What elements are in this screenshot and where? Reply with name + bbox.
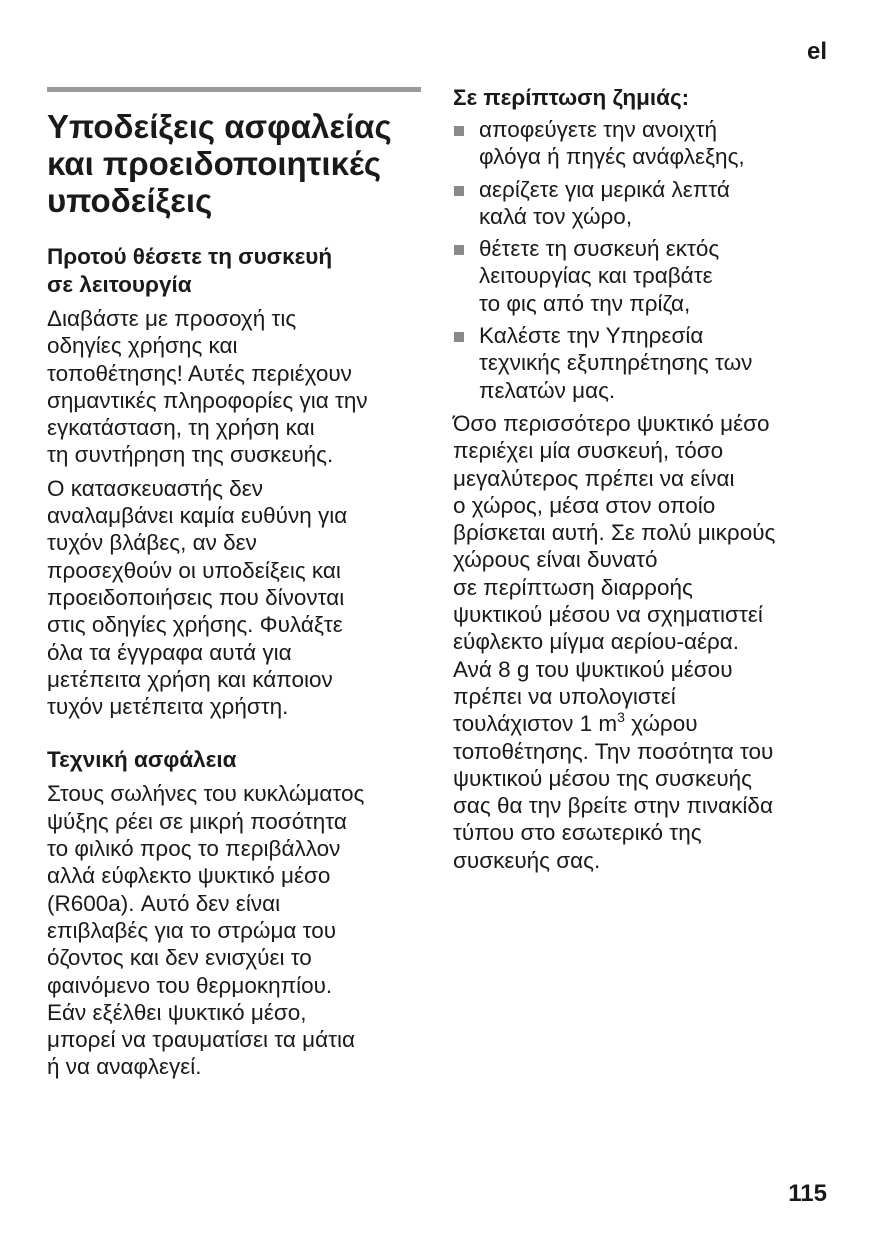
before-use-heading [47,243,421,299]
text-line: καλά τον χώρο, [479,203,633,229]
text-line: αποφεύγετε την ανοιχτή [479,117,717,142]
text-line: πρέπει να υπολογιστεί [453,683,676,709]
text-line: αλλά εύφλεκτο ψυκτικό μέσο [47,863,331,889]
text-line: το φις από την πρίζα, [479,290,691,316]
heading-line: σε λειτουργία [47,272,192,297]
page-number: 115 [788,1180,827,1207]
technical-safety-heading: Τεχνική ασφάλεια [47,747,237,773]
text-line: τοποθέτησης! Αυτές περιέχουν [47,360,352,386]
text-line: στις οδηγίες χρήσης. Φυλάξτε [47,612,343,638]
text-line: ψυκτικού μέσου της συσκευής [453,765,752,791]
text-line: λειτουργίας και τραβάτε [479,263,713,289]
text-line: μετέπειτα χρήση και κάποιον [47,666,333,692]
text-line: αερίζετε για μερικά λεπτά [479,176,730,202]
text-line: τυχόν μετέπειτα χρήστη. [47,694,289,720]
text-line: ο χώρος, μέσα στον οποίο [453,492,716,518]
text-line: χώρους είναι δυνατό [453,547,658,573]
text-line: Διαβάστε με προσοχή τις [47,306,297,331]
text-line: αναλαμβάνει καμία ευθύνη για [47,503,348,529]
text-line: όζοντος και δεν ενισχύει το [47,945,312,971]
right-column [453,84,833,874]
text-line: οδηγίες χρήσης και [47,333,238,359]
text-line: Στους σωλήνες του κυκλώματος [47,781,365,807]
text-line: τη συντήρηση της συσκευής. [47,442,334,468]
text-line: μπορεί να τραυματίσει τα μάτια [47,1027,355,1053]
text-line: μεγαλύτερος πρέπει να είναι [453,465,735,491]
text-line: φαινόμενο του θερμοκηπίου. [47,972,333,998]
text-line: τοποθέτησης. Την ποσότητα του [453,738,774,764]
heading-line: Προτού θέσετε τη συσκευή [47,244,333,269]
liability-paragraph [47,475,421,721]
list-item [453,176,833,231]
list-item [453,116,833,171]
text-line: ψύξης ρέει σε μικρή ποσότητα [47,808,347,834]
text-line: περιέχει μία συσκευή, τόσο [453,438,724,464]
text-line: προσεχθούν οι υποδείξεις και [47,557,341,583]
text-line: σε περίπτωση διαρροής [453,574,693,600]
refrigerant-quantity-paragraph [453,410,833,874]
read-instructions-paragraph [47,305,421,469]
text-line: Εάν εξέλθει ψυκτικό μέσο, [47,999,307,1025]
text-fragment: τουλάχιστον 1 m [453,711,618,737]
section-title [47,108,421,219]
technical-safety-paragraph [47,780,421,1080]
square-bullet-icon [454,126,464,136]
text-line: φλόγα ή πηγές ανάφλεξης, [479,144,745,170]
damage-heading: Σε περίπτωση ζημιάς: [453,85,690,110]
list-item [453,322,833,404]
text-line: ψυκτικού μέσου να σχηματιστεί [453,602,763,628]
text-line: όλα τα έγγραφα αυτά για [47,639,292,665]
text-line: σας θα την βρείτε στην πινακίδα [453,793,773,819]
square-bullet-icon [454,245,464,255]
text-line: Όσο περισσότερο ψυκτικό μέσο [453,410,770,436]
text-line: επιβλαβές για το στρώμα του [47,917,337,943]
text-line: συσκευής σας. [453,847,601,873]
left-column [47,87,421,1081]
title-line: και προειδοποιητικές [47,145,382,182]
title-line: Υποδείξεις ασφαλείας [47,108,392,145]
text-line-with-superscript [453,710,833,737]
damage-actions-list [453,116,833,404]
text-line: (R600a). Αυτό δεν είναι [47,890,281,916]
text-line: τυχόν βλάβες, αν δεν [47,530,257,556]
text-line: σημαντικές πληροφορίες για την [47,387,368,413]
text-line: προειδοποιήσεις που δίνονται [47,584,345,610]
text-line: πελατών μας. [479,377,616,403]
text-line: Ο κατασκευαστής δεν [47,475,263,501]
text-line: εύφλεκτο μίγμα αερίου-αέρα. [453,629,740,655]
text-line: Ανά 8 g του ψυκτικού μέσου [453,656,733,682]
text-fragment: χώρου [624,711,698,737]
text-line: εγκατάσταση, τη χρήση και [47,415,315,441]
title-divider [47,87,421,92]
text-line: το φιλικό προς το περιβάλλον [47,836,341,862]
list-item [453,235,833,317]
text-line: τεχνικής εξυπηρέτησης των [479,350,753,376]
language-tag: el [806,38,827,65]
square-bullet-icon [454,332,464,342]
text-line: τύπου στο εσωτερικό της [453,820,702,846]
text-line: βρίσκεται αυτή. Σε πολύ μικρούς [453,520,776,546]
square-bullet-icon [454,186,464,196]
text-line: Καλέστε την Υπηρεσία [479,323,704,349]
text-line: ή να αναφλεγεί. [47,1054,202,1080]
text-line: θέτετε τη συσκευή εκτός [479,236,720,262]
superscript: 3 [617,709,625,726]
title-line: υποδείξεις [47,182,213,219]
